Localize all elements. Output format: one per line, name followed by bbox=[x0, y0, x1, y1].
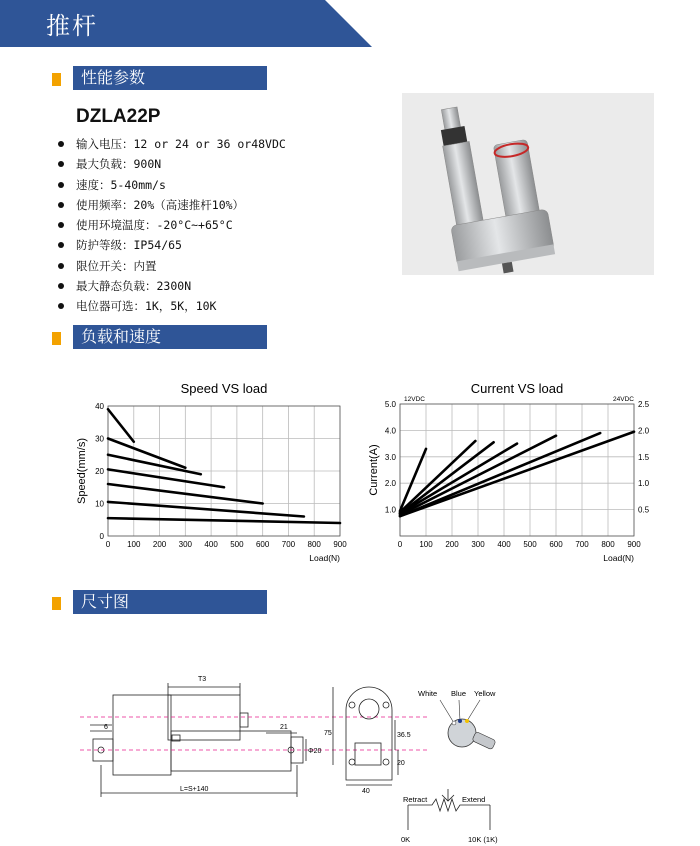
y-tick-label: 10 bbox=[95, 499, 104, 509]
right-axis-note: 24VDC bbox=[613, 396, 634, 403]
section-bullet bbox=[52, 597, 61, 610]
spec-voltage: 输入电压：12 or 24 or 36 or48VDC bbox=[56, 134, 286, 154]
spec-temperature: 使用环境温度：-20°C~+65°C bbox=[56, 215, 286, 235]
plot-frame bbox=[400, 404, 634, 536]
chart-title: Current VS load bbox=[470, 381, 564, 396]
spec-duty-cycle: 使用频率：20%（高速推杆10%） bbox=[56, 195, 286, 215]
dim-21: 21 bbox=[280, 724, 288, 731]
x-tick-label: 900 bbox=[627, 540, 641, 549]
x-tick-label: 200 bbox=[152, 540, 167, 549]
wire-blue-label: Blue bbox=[451, 689, 467, 698]
dim-75: 75 bbox=[324, 730, 332, 737]
section-title-specs: 性能参数 bbox=[73, 66, 267, 90]
dim-length: L=S+140 bbox=[180, 786, 209, 793]
ten-k-label: 10K (1K) bbox=[468, 835, 498, 844]
model-name: DZLA22P bbox=[76, 106, 161, 127]
spec-potentiometer: 电位器可选：1K，5K，10K bbox=[56, 296, 286, 316]
dim-36-5: 36.5 bbox=[397, 732, 411, 739]
dim-6: 6 bbox=[104, 724, 108, 731]
series-line bbox=[108, 518, 340, 523]
y2-tick-label: 1.5 bbox=[638, 452, 650, 462]
zero-ohm-label: 0K bbox=[401, 835, 411, 844]
product-photo bbox=[402, 93, 654, 275]
series-line bbox=[400, 433, 600, 516]
spec-limit-switch: 限位开关：内置 bbox=[56, 256, 286, 276]
wire-white-label: White bbox=[418, 689, 438, 698]
page-title: 推杆 bbox=[46, 12, 98, 40]
side-view bbox=[90, 683, 306, 797]
extend-label: Extend bbox=[462, 795, 486, 804]
wire-yellow-label: Yellow bbox=[474, 689, 496, 698]
chart-title: Speed VS load bbox=[180, 381, 268, 396]
x-axis-label: Load(N) bbox=[309, 553, 340, 563]
x-tick-label: 500 bbox=[230, 540, 244, 549]
dim-40: 40 bbox=[362, 788, 370, 795]
y-axis-label: Speed(mm/s) bbox=[76, 437, 88, 505]
y-tick-label: 20 bbox=[95, 467, 104, 476]
x-tick-label: 0 bbox=[105, 540, 111, 549]
x-tick-label: 800 bbox=[601, 540, 615, 549]
x-tick-label: 300 bbox=[178, 540, 193, 549]
y-axis-label: Current(A) bbox=[368, 444, 380, 496]
x-tick-label: 100 bbox=[127, 540, 141, 549]
dim-t3: T3 bbox=[198, 676, 207, 683]
x-tick-label: 400 bbox=[204, 540, 218, 549]
x-tick-label: 700 bbox=[575, 540, 589, 549]
dimension-drawing bbox=[70, 665, 630, 845]
x-tick-label: 300 bbox=[471, 540, 485, 549]
current-vs-load-chart bbox=[362, 378, 682, 568]
series-line bbox=[108, 502, 304, 517]
x-tick-label: 900 bbox=[333, 540, 347, 549]
potentiometer-illustration bbox=[440, 700, 496, 750]
spec-speed: 速度：5-40mm/s bbox=[56, 175, 286, 195]
spec-protection: 防护等级：IP54/65 bbox=[56, 235, 286, 255]
section-title-dimensions: 尺寸图 bbox=[73, 590, 267, 614]
x-axis-label: Load(N) bbox=[603, 553, 634, 563]
y2-tick-label: 1.0 bbox=[638, 479, 650, 489]
y-tick-label: 3.0 bbox=[384, 452, 396, 462]
series-line bbox=[108, 409, 134, 442]
section-bullet bbox=[52, 73, 61, 86]
y2-tick-label: 0.5 bbox=[638, 505, 650, 515]
y-tick-label: 0 bbox=[99, 532, 104, 541]
x-tick-label: 500 bbox=[523, 540, 537, 549]
x-tick-label: 400 bbox=[497, 540, 511, 549]
x-tick-label: 0 bbox=[397, 540, 403, 549]
section-bullet bbox=[52, 332, 61, 345]
y2-tick-label: 2.0 bbox=[638, 426, 650, 436]
speed-vs-load-chart bbox=[70, 378, 355, 568]
x-tick-label: 700 bbox=[281, 540, 296, 549]
dim-20: 20 bbox=[397, 760, 405, 767]
section-title-load-speed: 负载和速度 bbox=[73, 325, 267, 349]
dim-phi20: Φ20 bbox=[308, 748, 322, 755]
left-axis-note: 12VDC bbox=[404, 396, 425, 403]
y-tick-label: 2.0 bbox=[384, 479, 396, 489]
actuator-illustration bbox=[402, 93, 654, 275]
x-tick-label: 200 bbox=[445, 540, 459, 549]
spec-static-load: 最大静态负载：2300N bbox=[56, 276, 286, 296]
y-tick-label: 4.0 bbox=[384, 426, 396, 436]
spec-max-load: 最大负载：900N bbox=[56, 154, 286, 174]
x-tick-label: 600 bbox=[255, 540, 270, 549]
retract-label: Retract bbox=[403, 795, 428, 804]
series-line bbox=[108, 469, 224, 487]
x-tick-label: 800 bbox=[307, 540, 321, 549]
y-tick-label: 40 bbox=[95, 402, 104, 411]
y2-tick-label: 2.5 bbox=[638, 400, 650, 409]
x-tick-label: 600 bbox=[549, 540, 563, 549]
y-tick-label: 30 bbox=[95, 434, 104, 444]
end-view bbox=[333, 687, 398, 785]
x-tick-label: 100 bbox=[419, 540, 433, 549]
y-tick-label: 5.0 bbox=[384, 400, 396, 409]
series-line bbox=[400, 444, 517, 514]
spec-list bbox=[56, 134, 286, 317]
y-tick-label: 1.0 bbox=[384, 505, 396, 515]
